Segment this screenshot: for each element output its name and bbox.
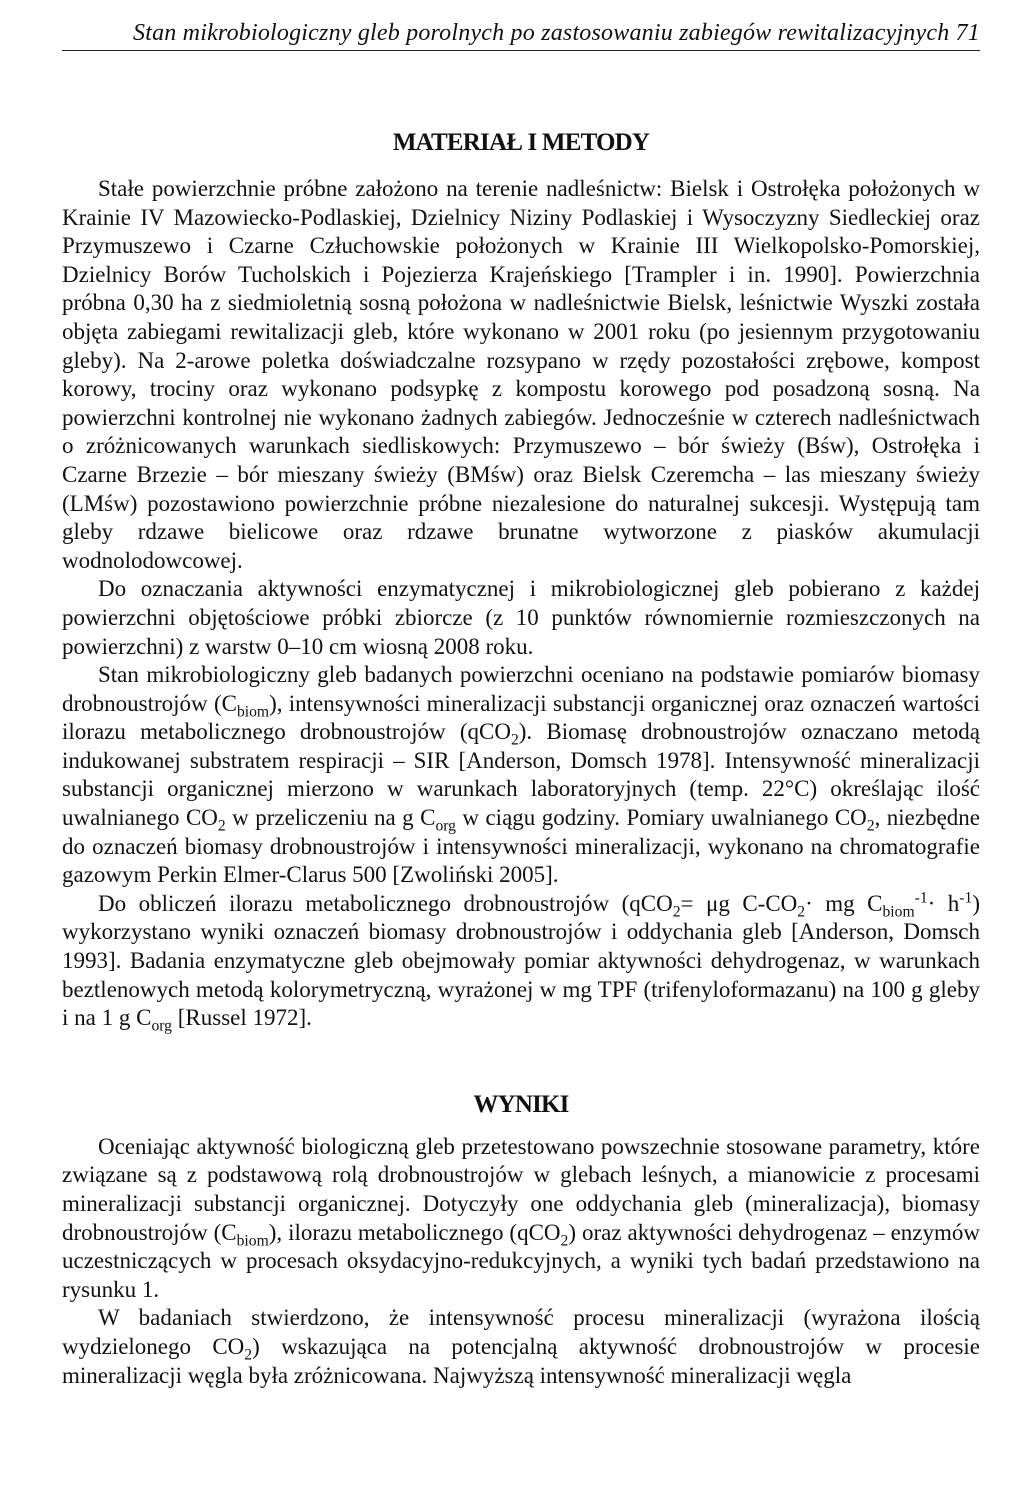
running-header: Stan mikrobiologiczny gleb porolnych po zastosowaniu zabiegów rewitalizacyjnych 71 [62, 18, 980, 51]
text-run: ). Biomasę drobnoustrojów oznaczano metodą indukowanej substratem respiracji – SIR [Anderson, Domsch 1978]. Intensywność mineralizacji substancji organicznej mierzono w warunkach laboratoryjnych (temp. 22°C) określając ilość uwalnianego CO [62, 719, 981, 831]
subscript: biom [882, 903, 915, 921]
text-run: Do obliczeń ilorazu metabolicznego drobnoustrojów (qCO [98, 890, 673, 916]
text-run: · h [927, 890, 960, 916]
subscript: 2 [560, 1232, 569, 1250]
section-heading-results: WYNIKI [473, 1090, 569, 1118]
text-run: , niezbędne do oznaczeń biomasy drobnoustrojów i intensywności mineralizacji, wykonano na chromatografie gazowym Perkin Elmer-Clarus 500 [Zwoliński 2005]. [62, 805, 981, 888]
results-paragraph-2 [62, 1304, 980, 1390]
text-run: · mg C [805, 890, 883, 916]
text-run: ) oraz aktywności dehydrogenaz – enzymów uczestniczących w procesach oksydacyjno-redukcyjnych, a wyniki tych badań przedstawiono na rysunku 1. [62, 1219, 980, 1302]
methods-paragraph-2: Do oznaczania aktywności enzymatycznej i mikrobiologicznej gleb pobierano z każdej powierzchni objętościowe próbki zbiorcze (z 10 punktów równomiernie rozmieszczonych na powierzchni) z warstw 0–10 cm wiosną 2008 roku. [62, 576, 980, 659]
text-run: [Russel 1972]. [172, 1005, 312, 1031]
results-paragraph-1 [62, 1133, 980, 1305]
text-run: ), intensywności mineralizacji substancji organicznej oraz oznaczeń wartości ilorazu metabolicznego drobnoustrojów (qCO [62, 690, 980, 745]
subscript: 2 [797, 903, 806, 921]
text-run: ), ilorazu metabolicznego (qCO [268, 1219, 561, 1245]
section-heading-methods: MATERIAŁ I METODY [392, 129, 650, 156]
superscript: -1 [959, 889, 973, 907]
text-run: = μg C-CO [680, 890, 798, 916]
subscript: 2 [510, 731, 519, 749]
subscript: biom [236, 703, 270, 721]
methods-paragraph-4 [62, 890, 980, 1033]
text-run: W badaniach stwierdzono, że intensywność procesu mineralizacji (wyrażona ilością wydzielonego CO [62, 1305, 980, 1359]
text-run: Oceniając aktywność biologiczną gleb przetestowano powszechnie stosowane parametry, które związane są z podstawową rolą drobnoustrojów w glebach leśnych, a mianowicie z procesami mineralizacji substancji organicznej. Dotyczyły one oddychania gleb (mineralizacja), biomasy drobnoustrojów (C [62, 1133, 980, 1245]
text-run: Stan mikrobiologiczny gleb badanych powierzchni oceniano na podstawie pomiarów biomasy drobnoustrojów (C [62, 662, 980, 716]
methods-paragraph-1: Stałe powierzchnie próbne założono na terenie nadleśnictw: Bielsk i Ostrołęka położonych w Krainie IV Mazowiecko-Podlaskiej, Dzielnicy Niziny Podlaskiej i Wysoczyzny Siedleckiej oraz Przymuszewo i Czarne Człuchowskie położonych w Krainie III Wielkopolsko-Pomorskiej, Dzielnicy Borów Tucholskich i Pojezierza Krajeńskiego [Trampler i in. 1990]. Powierzchnia próbna 0,30 ha z siedmioletnią sosną położona w nadleśnictwie Bielsk, leśnictwie Wyszki została objęta zabiegami rewitalizacji gleb, które wykonano w 2001 roku (po jesiennym przygotowaniu gleby). Na 2-arowe poletka doświadczalne rozsypano w rzędy pozostałości zrębowe, kompost korowy, trociny oraz wykonano podsypkę z kompostu korowego pod posadzoną sosną. Na powierzchni kontrolnej nie wykonano żadnych zabiegów. Jednocześnie w czterech nadleśnictwach o zróżnicowanych warunkach siedliskowych: Przymuszewo – bór świeży (Bśw), Ostrołęka i Czarne Brzezie – bór mieszany świeży (BMśw) oraz Bielsk Czeremcha – las mieszany świeży (LMśw) pozostawiono powierzchnie próbne niezalesione do naturalnej sukcesji. Występują tam gleby rdzawe bielicowe oraz rdzawe brunatne wytworzone z piasków akumulacji wodnolodowcowej. [62, 176, 980, 573]
text-run: w ciągu godziny. Pomiary uwalnianego CO [455, 805, 867, 831]
text-run: ) wskazująca na potencjalną aktywność drobnoustrojów w procesie mineralizacji węgla była zróżnicowana. Najwyższą intensywność mineralizacji węgla [62, 1333, 980, 1388]
subscript: 2 [672, 903, 681, 921]
superscript: -1 [914, 889, 928, 907]
subscript: org [435, 817, 456, 835]
subscript: 2 [217, 817, 226, 835]
text-run: w przeliczeniu na g C [225, 805, 436, 831]
page [62, 18, 980, 1390]
subscript: biom [236, 1232, 269, 1250]
text-run: ) wykorzystano wyniki oznaczeń biomasy drobnoustrojów i oddychania gleb [Anderson, Domsch 1993]. Badania enzymatyczne gleb obejmowały pomiar aktywności dehydrogenaz, w warunkach beztlenowych metodą kolorymetryczną, wyrażonej w mg TPF (trifenyloformazanu) na 100 g gleby i na 1 g C [62, 890, 980, 1031]
subscript: 2 [244, 1346, 253, 1364]
subscript: org [151, 1017, 172, 1035]
subscript: 2 [866, 817, 875, 835]
methods-paragraph-3 [62, 661, 980, 890]
